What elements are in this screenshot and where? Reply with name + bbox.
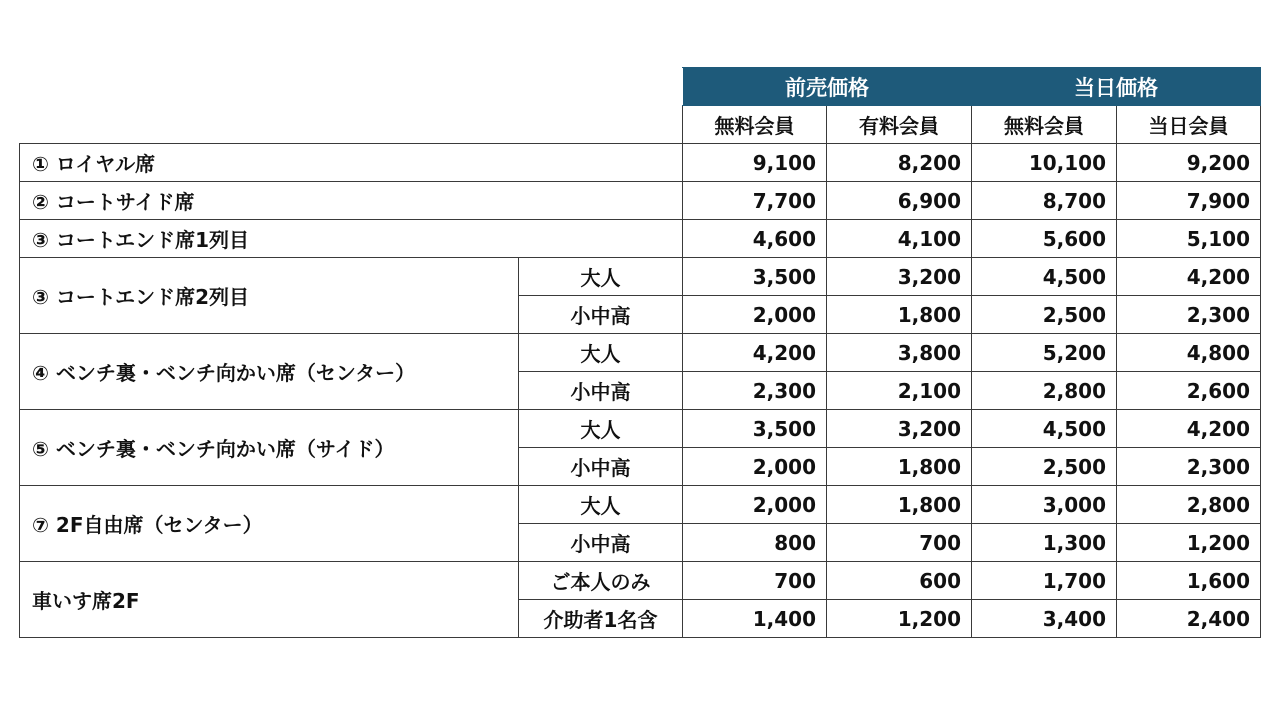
price-cell: 1,800 bbox=[827, 296, 972, 334]
price-cell: 4,100 bbox=[827, 220, 972, 258]
table-row bbox=[20, 258, 1261, 296]
price-cell: 3,500 bbox=[683, 258, 827, 296]
seat-name: ⑤ ベンチ裏・ベンチ向かい席（サイド） bbox=[20, 410, 519, 486]
price-cell: 1,800 bbox=[827, 448, 972, 486]
column-header-row bbox=[20, 106, 1261, 144]
price-cell: 7,700 bbox=[683, 182, 827, 220]
ticket-type: 小中高 bbox=[519, 448, 683, 486]
group-header-row bbox=[20, 68, 1261, 106]
ticket-type: ご本人のみ bbox=[519, 562, 683, 600]
ticket-type: 小中高 bbox=[519, 296, 683, 334]
price-cell: 8,700 bbox=[972, 182, 1117, 220]
price-cell: 3,500 bbox=[683, 410, 827, 448]
column-header: 当日会員 bbox=[1117, 106, 1261, 144]
price-cell: 700 bbox=[827, 524, 972, 562]
group-header-sameday: 当日価格 bbox=[972, 68, 1261, 106]
column-header: 無料会員 bbox=[683, 106, 827, 144]
ticket-type: 大人 bbox=[519, 486, 683, 524]
column-header: 無料会員 bbox=[972, 106, 1117, 144]
price-cell: 2,800 bbox=[972, 372, 1117, 410]
table-row bbox=[20, 182, 1261, 220]
price-cell: 1,600 bbox=[1117, 562, 1261, 600]
column-header: 有料会員 bbox=[827, 106, 972, 144]
price-cell: 800 bbox=[683, 524, 827, 562]
price-cell: 5,200 bbox=[972, 334, 1117, 372]
price-cell: 9,200 bbox=[1117, 144, 1261, 182]
seat-name: ⑦ 2F自由席（センター） bbox=[20, 486, 519, 562]
ticket-type: 大人 bbox=[519, 334, 683, 372]
price-cell: 9,100 bbox=[683, 144, 827, 182]
price-cell: 5,600 bbox=[972, 220, 1117, 258]
table-row bbox=[20, 562, 1261, 600]
price-cell: 2,600 bbox=[1117, 372, 1261, 410]
price-cell: 2,000 bbox=[683, 296, 827, 334]
price-cell: 5,100 bbox=[1117, 220, 1261, 258]
table-row bbox=[20, 220, 1261, 258]
ticket-type: 小中高 bbox=[519, 524, 683, 562]
price-cell: 1,800 bbox=[827, 486, 972, 524]
price-body bbox=[20, 144, 1261, 638]
price-cell: 3,800 bbox=[827, 334, 972, 372]
price-cell: 1,300 bbox=[972, 524, 1117, 562]
price-cell: 7,900 bbox=[1117, 182, 1261, 220]
price-cell: 2,300 bbox=[683, 372, 827, 410]
ticket-type: 介助者1名含 bbox=[519, 600, 683, 638]
price-cell: 4,600 bbox=[683, 220, 827, 258]
seat-name: ② コートサイド席 bbox=[20, 182, 683, 220]
price-cell: 1,200 bbox=[1117, 524, 1261, 562]
seat-name: ④ ベンチ裏・ベンチ向かい席（センター） bbox=[20, 334, 519, 410]
price-cell: 4,200 bbox=[1117, 410, 1261, 448]
seat-name: ① ロイヤル席 bbox=[20, 144, 683, 182]
price-cell: 3,200 bbox=[827, 410, 972, 448]
price-cell: 1,400 bbox=[683, 600, 827, 638]
price-cell: 2,500 bbox=[972, 448, 1117, 486]
seat-name: ③ コートエンド席2列目 bbox=[20, 258, 519, 334]
price-cell: 2,500 bbox=[972, 296, 1117, 334]
blank-corner bbox=[20, 68, 683, 106]
ticket-type: 小中高 bbox=[519, 372, 683, 410]
price-cell: 2,800 bbox=[1117, 486, 1261, 524]
table-row bbox=[20, 410, 1261, 448]
price-cell: 2,000 bbox=[683, 448, 827, 486]
seat-name: ③ コートエンド席1列目 bbox=[20, 220, 683, 258]
price-cell: 2,000 bbox=[683, 486, 827, 524]
table-row bbox=[20, 486, 1261, 524]
price-cell: 3,000 bbox=[972, 486, 1117, 524]
price-cell: 600 bbox=[827, 562, 972, 600]
price-cell: 10,100 bbox=[972, 144, 1117, 182]
price-table bbox=[19, 67, 1261, 638]
price-cell: 4,500 bbox=[972, 258, 1117, 296]
price-cell: 2,100 bbox=[827, 372, 972, 410]
ticket-type: 大人 bbox=[519, 258, 683, 296]
table-row bbox=[20, 144, 1261, 182]
price-cell: 1,700 bbox=[972, 562, 1117, 600]
price-cell: 3,200 bbox=[827, 258, 972, 296]
ticket-type: 大人 bbox=[519, 410, 683, 448]
price-cell: 2,300 bbox=[1117, 296, 1261, 334]
price-cell: 3,400 bbox=[972, 600, 1117, 638]
price-cell: 4,500 bbox=[972, 410, 1117, 448]
price-cell: 4,200 bbox=[1117, 258, 1261, 296]
price-cell: 2,400 bbox=[1117, 600, 1261, 638]
price-cell: 8,200 bbox=[827, 144, 972, 182]
group-header-advance: 前売価格 bbox=[683, 68, 972, 106]
price-cell: 2,300 bbox=[1117, 448, 1261, 486]
seat-name: 車いす席2F bbox=[20, 562, 519, 638]
price-cell: 700 bbox=[683, 562, 827, 600]
blank-corner bbox=[20, 106, 683, 144]
price-cell: 4,200 bbox=[683, 334, 827, 372]
price-cell: 6,900 bbox=[827, 182, 972, 220]
price-cell: 1,200 bbox=[827, 600, 972, 638]
table-row bbox=[20, 334, 1261, 372]
price-cell: 4,800 bbox=[1117, 334, 1261, 372]
